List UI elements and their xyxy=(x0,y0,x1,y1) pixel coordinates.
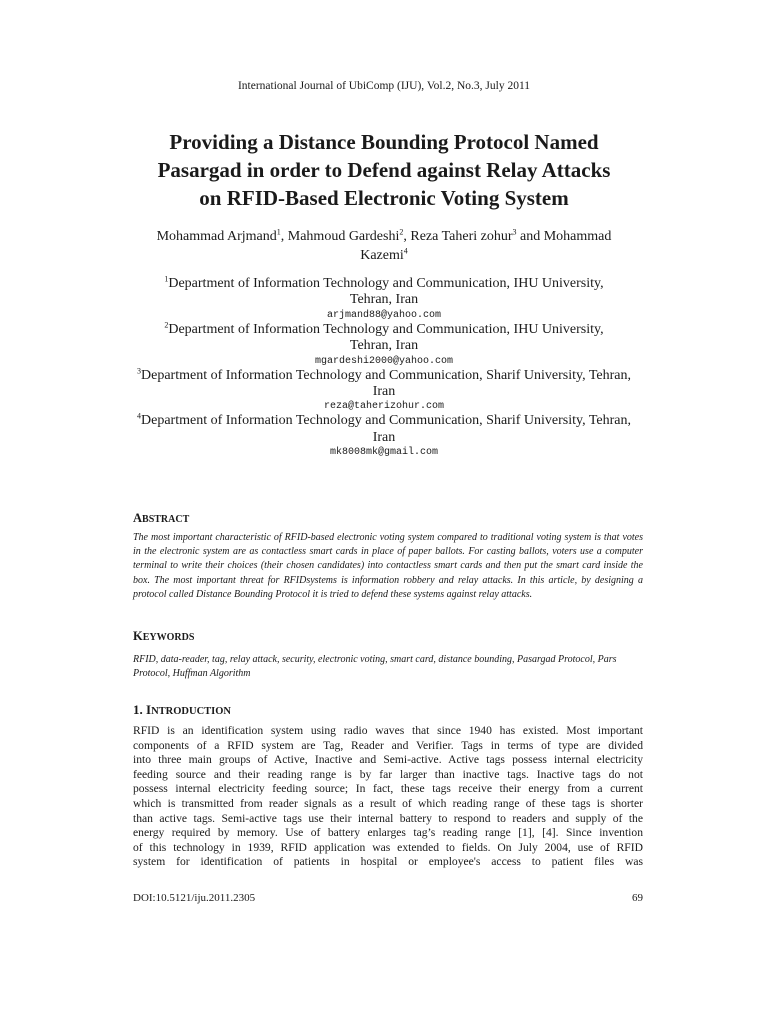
text-line: of this technology in 1939, RFID application was extended to fields. On July 2004, use of RFID xyxy=(133,840,643,854)
heading-initial: 1. I xyxy=(133,702,152,717)
affiliation-location: Tehran, Iran xyxy=(349,338,419,354)
heading-rest: EYWORDS xyxy=(142,632,195,643)
heading-initial: A xyxy=(133,511,143,525)
text-line: components of a RFID system are Tag, Reader and Verifier. Tags in terms of type are divided xyxy=(133,738,643,752)
author-4-sup: 4 xyxy=(403,246,408,256)
affiliation-3 xyxy=(110,365,658,414)
title-line-3: on RFID-Based Electronic Voting System xyxy=(199,186,569,210)
paper-title xyxy=(90,128,678,212)
author-1: Mohammad Arjmand xyxy=(156,229,277,244)
affiliation-text: Department of Information Technology and Communication, IHU University, xyxy=(168,321,604,337)
author-3-sup: 3 xyxy=(512,227,517,237)
affiliation-location: Iran xyxy=(372,429,396,445)
journal-header: International Journal of UbiComp (IJU), Vol.2, No.3, July 2011 xyxy=(237,80,531,92)
affiliations xyxy=(110,276,658,459)
author-2: Mahmoud Gardeshi xyxy=(287,229,400,244)
affiliation-location: Tehran, Iran xyxy=(349,292,419,308)
author-separator: , xyxy=(403,229,411,244)
affiliation-text: Department of Information Technology and Communication, IHU University, xyxy=(168,276,604,291)
author-2-sup: 2 xyxy=(399,227,404,237)
heading-rest: BSTRACT xyxy=(142,514,190,525)
text-line: RFID is an identification system using radio waves that since 1940 has existed. Most important xyxy=(133,724,643,737)
affiliation-4 xyxy=(110,413,658,459)
author-1-sup: 1 xyxy=(276,227,281,237)
keywords-text: RFID, data-reader, tag, relay attack, security, electronic voting, smart card, distance bounding, Pasargad Protocol, Pars Protocol, Huffman Algorithm xyxy=(133,654,617,680)
affiliation-sup: 4 xyxy=(137,411,141,421)
abstract-text: The most important characteristic of RFID-based electronic voting system compared to traditional voting system is that votes in the electronic system are as contactless smart cards in place of paper ballots. For casting ballots, voters use a computer terminal to write their choices (their chosen candidates) into contactless smart cards and then put the smart card inside the box. The most important threat for RFIDsystems is information robbery and relay attacks. In this article, by designing a protocol called Distance Bounding Protocol it is tried to defend these systems against relay attacks. xyxy=(133,532,643,600)
heading-initial: K xyxy=(133,629,143,643)
keywords-heading xyxy=(133,629,194,644)
affiliation-sup: 1 xyxy=(164,274,169,284)
title-line-2: Pasargad in order to Defend against Relay Attacks xyxy=(157,158,611,182)
author-3: Reza Taheri zohur xyxy=(410,229,513,244)
email-address: reza@taherizohur.com xyxy=(323,401,445,413)
footer-doi: DOI:10.5121/iju.2011.2305 xyxy=(133,892,256,904)
affiliation-text: Department of Information Technology and Communication, Sharif University, Tehran, xyxy=(141,367,631,383)
email-address: mgardeshi2000@yahoo.com xyxy=(314,355,454,367)
text-line: into three main groups of Active, Inactive and Semi-active. Active tags possess internal electricity xyxy=(133,753,643,767)
text-line: energy required by memory. Use of battery enlarges tag’s reading range [1], [4]. Since invention xyxy=(133,826,643,840)
text-line: possess internal electricity feeding source; In fact, these tags receive their energy from a current xyxy=(133,782,643,796)
email-address: mk8008mk@gmail.com xyxy=(329,447,439,459)
author-separator: , xyxy=(280,229,288,244)
introduction-heading xyxy=(133,702,231,718)
introduction-text xyxy=(133,724,643,870)
title-line-1: Providing a Distance Bounding Protocol Named xyxy=(169,130,599,154)
page-number: 69 xyxy=(632,892,643,904)
affiliation-1 xyxy=(110,276,658,322)
text-line: which is transmitted from reader signals as a result of which reading range of these tags is shorter xyxy=(133,796,643,810)
affiliation-location: Iran xyxy=(372,384,396,400)
text-line: feeding source and their reading range is by far larger than inactive tags. Inactive tags do not xyxy=(133,767,643,781)
affiliation-sup: 3 xyxy=(137,365,141,375)
abstract-heading xyxy=(133,511,189,526)
affiliation-text: Department of Information Technology and Communication, Sharif University, Tehran, xyxy=(141,413,631,429)
text-line: than active tags. Semi-active tags use their internal battery to respond to readers and supply of the xyxy=(133,811,643,825)
author-separator: and Mohammad xyxy=(516,229,612,244)
affiliation-sup: 2 xyxy=(164,320,169,330)
author-list xyxy=(110,227,658,265)
text-line: system for identification of patients in hospital or employee's access to patient files was xyxy=(133,855,643,869)
author-4: Kazemi xyxy=(360,248,404,263)
email-address: arjmand88@yahoo.com xyxy=(326,309,442,321)
affiliation-2 xyxy=(110,322,658,368)
heading-rest: NTRODUCTION xyxy=(151,706,231,717)
